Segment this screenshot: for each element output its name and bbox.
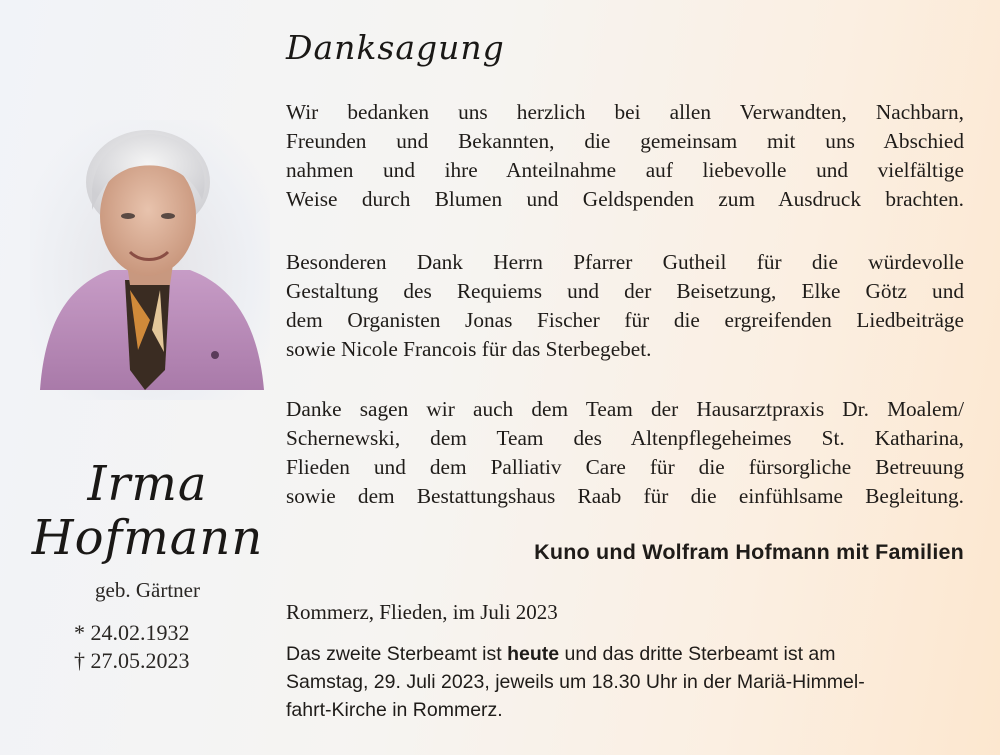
text-line: Schernewski, dem Team des Altenpflegeheimes St. Katharina,: [286, 426, 964, 450]
deceased-first-name: Irma: [87, 456, 208, 512]
text-line: Weise durch Blumen und Geldspenden zum Ausdruck brachten.: [286, 187, 964, 211]
text-line: nahmen und ihre Anteilnahme auf liebevolle und vielfältige: [286, 158, 964, 182]
notice-text: und das dritte Sterbeamt ist am: [559, 643, 836, 665]
deceased-last-name: Hofmann: [31, 510, 264, 566]
text-line: Danke sagen wir auch dem Team der Hausarztpraxis Dr. Moalem/: [286, 397, 964, 421]
birth-name: geb. Gärtner: [95, 578, 200, 602]
text-line: Freunden und Bekannten, die gemeinsam mit uns Abschied: [286, 129, 964, 153]
text-line: sowie dem Bestattungshaus Raab für die einfühlsame Begleitung.: [286, 484, 964, 508]
mass-notice: [286, 640, 966, 724]
text-line: Besonderen Dank Herrn Pfarrer Gutheil für die würdevolle: [286, 250, 964, 274]
text-line: dem Organisten Jonas Fischer für die ergreifenden Liedbeiträge: [286, 308, 964, 332]
family-signature: Kuno und Wolfram Hofmann mit Familien: [534, 540, 964, 564]
text-line: Gestaltung des Requiems und der Beisetzung, Elke Götz und: [286, 279, 964, 303]
text-line: Flieden und dem Palliativ Care für die fürsorgliche Betreuung: [286, 455, 964, 479]
thanks-paragraph-3: [286, 395, 964, 511]
notice-line-3: fahrt-Kirche in Rommerz.: [286, 699, 503, 721]
thanks-paragraph-2: [286, 248, 964, 364]
portrait-photo: [30, 120, 270, 400]
notice-text: Das zweite Sterbeamt ist: [286, 643, 508, 665]
thanks-paragraph-1: [286, 98, 964, 214]
notice-line-2: Samstag, 29. Juli 2023, jeweils um 18.30 Uhr in der Mariä-Himmel-: [286, 671, 865, 693]
text-line: Wir bedanken uns herzlich bei allen Verwandten, Nachbarn,: [286, 100, 964, 124]
death-date: † 27.05.2023: [74, 648, 190, 673]
birth-date: * 24.02.1932: [74, 620, 190, 645]
notice-emphasis: heute: [507, 643, 560, 665]
page-title: Danksagung: [286, 28, 505, 67]
place-date: Rommerz, Flieden, im Juli 2023: [286, 600, 558, 624]
notice-line-1: [286, 640, 966, 668]
text-line: sowie Nicole Francois für das Sterbegebet.: [286, 337, 652, 361]
